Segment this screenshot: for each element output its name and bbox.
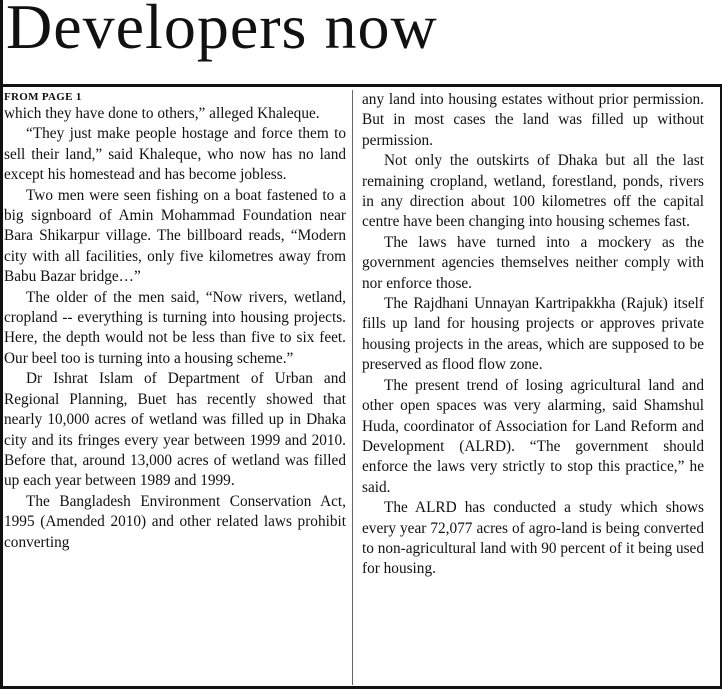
article-column-2 xyxy=(362,90,704,580)
paragraph: The ALRD has conducted a study which shows every year 72,077 acres of agro-land is being converted to non-agricultural land with 90 percent of it being used for housing. xyxy=(362,499,704,578)
paragraph: The older of the men said, “Now rivers, wetland, cropland -- everything is turning into housing projects. Here, the depth would not be less than five to six feet. Our beel too is turning into a housing scheme.” xyxy=(4,288,346,367)
paragraph: The present trend of losing agricultural land and other open spaces was very alarming, said Shamshul Huda, coordinator of Association for Land Reform and Development (ALRD). “The government should enforce the laws very strictly to stop this practice,” he said. xyxy=(362,376,704,496)
paragraph: Two men were seen fishing on a boat fastened to a big signboard of Amin Mohammad Foundation near Bara Shikarpur village. The billboard reads, “Modern city with all facilities, only five kilometres away from Babu Bazar bridge…” xyxy=(4,186,346,286)
left-border xyxy=(0,0,3,689)
paragraph: Not only the outskirts of Dhaka but all the last remaining cropland, wetland, forestland, ponds, rivers in any direction about 100 kilometres off the capital centre have been changing into housing schemes fast. xyxy=(362,152,704,231)
paragraph: The Bangladesh Environment Conservation Act, 1995 (Amended 2010) and other related laws prohibit converting xyxy=(4,492,346,551)
paragraph: any land into housing estates without prior permission. But in most cases the land was filled up without permission. xyxy=(362,91,704,149)
paragraph: Dr Ishrat Islam of Department of Urban and Regional Planning, Buet has recently showed that nearly 10,000 acres of wetland was filled up in Dhaka city and its fringes every year between 1999 and 2010. Before that, around 13,000 acres of wetland was filled up each year between 1989 and 1999. xyxy=(4,370,346,490)
headline: Developers now xyxy=(6,0,438,62)
paragraph: “They just make people hostage and force them to sell their land,” said Khaleque, who now has no land except his homestead and has become jobless. xyxy=(4,125,346,184)
column-divider xyxy=(352,90,353,685)
continuation-kicker: FROM PAGE 1 xyxy=(4,91,82,103)
paragraph: which they have done to others,” alleged Khaleque. xyxy=(4,105,320,122)
article-column-1 xyxy=(4,90,346,553)
paragraph: The Rajdhani Unnayan Kartripakkha (Rajuk) itself fills up land for housing projects or approves private housing projects in the areas, which are supposed to be preserved as flood flow zone. xyxy=(362,295,704,374)
paragraph: The laws have turned into a mockery as the government agencies themselves neither comply with nor enforce those. xyxy=(362,233,704,292)
headline-rule xyxy=(0,84,722,87)
